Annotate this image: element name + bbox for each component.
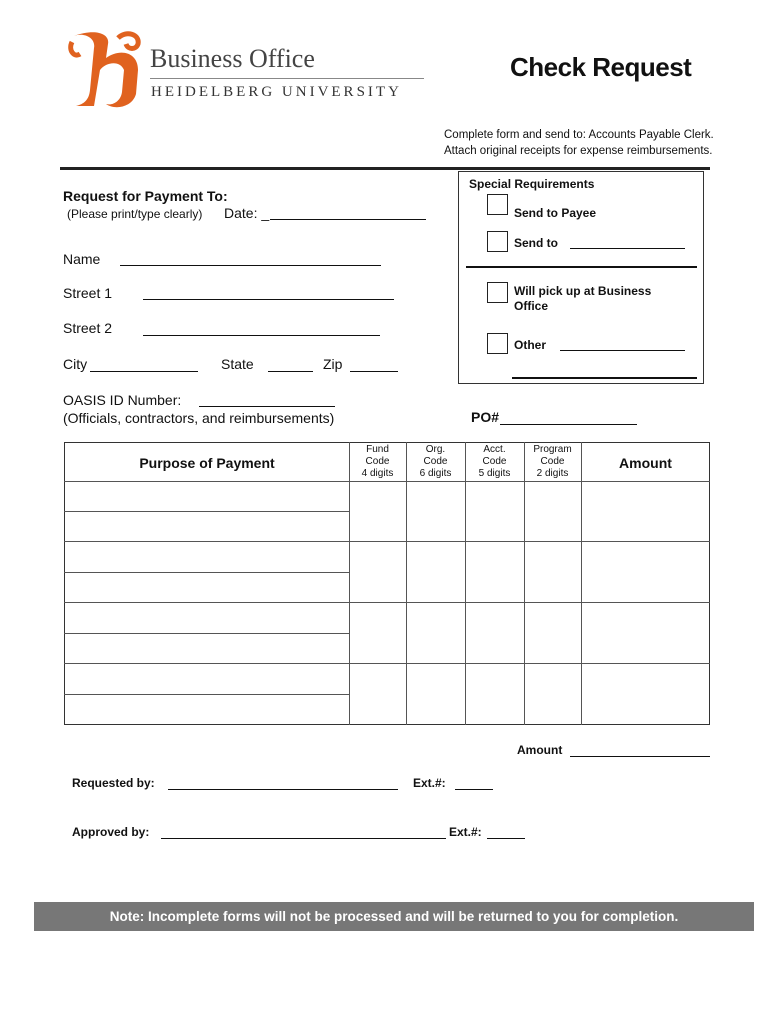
street1-field[interactable] <box>143 299 394 300</box>
brand-subtitle: HEIDELBERG UNIVERSITY <box>151 84 402 100</box>
name-field[interactable] <box>120 265 381 266</box>
send-to-payee-label: Send to Payee <box>514 206 597 220</box>
incomplete-forms-note: Note: Incomplete forms will not be processed and will be returned to you for completion. <box>34 902 754 931</box>
header-divider <box>60 167 710 170</box>
brand-divider <box>150 78 424 79</box>
oasis-field[interactable] <box>199 406 335 407</box>
program-header: Program Code 2 digits <box>533 444 572 479</box>
requested-by-label: Requested by: <box>72 776 155 790</box>
table-row <box>64 633 350 634</box>
pick-up-label-1: Will pick up at Business <box>514 284 652 298</box>
purpose-header: Purpose of Payment <box>139 455 275 471</box>
amount-total-label: Amount <box>517 743 563 757</box>
zip-field[interactable] <box>350 371 398 372</box>
special-divider <box>466 266 697 268</box>
other-field[interactable] <box>560 350 685 351</box>
pick-up-checkbox[interactable] <box>487 282 508 303</box>
street2-label: Street 2 <box>63 320 113 336</box>
street1-label: Street 1 <box>63 285 113 301</box>
page-title: Check Request <box>510 52 692 82</box>
col-divider-3 <box>465 442 466 725</box>
instruction-line-1: Complete form and send to: Accounts Payable Clerk. <box>444 129 714 141</box>
table-row <box>64 541 710 542</box>
send-to-checkbox[interactable] <box>487 231 508 252</box>
send-to-field[interactable] <box>570 248 685 249</box>
ext-field-2[interactable] <box>487 838 525 839</box>
ext-field-1[interactable] <box>455 789 493 790</box>
ext-label-1: Ext.#: <box>413 776 446 790</box>
brand-title: Business Office <box>150 44 315 73</box>
send-to-label: Send to <box>514 236 558 250</box>
other-checkbox[interactable] <box>487 333 508 354</box>
table-row <box>64 511 350 512</box>
payment-table <box>64 442 710 725</box>
col-divider-4 <box>524 442 525 725</box>
amount-header: Amount <box>619 455 672 471</box>
table-row <box>64 694 350 695</box>
acct-header: Acct. Code 5 digits <box>478 444 511 479</box>
date-label: Date: _ <box>224 205 270 221</box>
approved-by-field[interactable] <box>161 838 446 839</box>
pick-up-label-2: Office <box>514 299 549 313</box>
street2-field[interactable] <box>143 335 380 336</box>
name-label: Name <box>63 251 101 267</box>
payee-note: (Please print/type clearly) <box>67 207 203 221</box>
table-row <box>64 572 350 573</box>
zip-label: Zip <box>323 356 343 372</box>
oasis-note: (Officials, contractors, and reimbursements) <box>63 410 335 426</box>
other-label: Other <box>514 338 547 352</box>
col-divider-5 <box>581 442 582 725</box>
table-row <box>64 602 710 603</box>
heidelberg-h-logo-icon <box>66 30 144 112</box>
other-field-2[interactable] <box>512 377 697 379</box>
approved-by-label: Approved by: <box>72 825 150 839</box>
special-heading: Special Requirements <box>469 177 595 191</box>
col-divider-2 <box>406 442 407 725</box>
fund-header: Fund Code 4 digits <box>361 444 394 479</box>
city-field[interactable] <box>90 371 198 372</box>
table-header-divider <box>64 481 710 482</box>
city-label: City <box>63 356 88 372</box>
date-field[interactable] <box>270 219 426 220</box>
requested-by-field[interactable] <box>168 789 398 790</box>
oasis-label: OASIS ID Number: <box>63 392 182 408</box>
col-divider-1 <box>349 442 350 725</box>
amount-total-field[interactable] <box>570 756 710 757</box>
org-header: Org. Code 6 digits <box>419 444 452 479</box>
instruction-line-2: Attach original receipts for expense reimbursements. <box>444 145 713 157</box>
state-field[interactable] <box>268 371 313 372</box>
po-field[interactable] <box>500 424 637 425</box>
state-label: State <box>221 356 254 372</box>
send-to-payee-checkbox[interactable] <box>487 194 508 215</box>
po-label: PO# <box>471 409 500 425</box>
payee-heading: Request for Payment To: <box>63 188 228 204</box>
table-row <box>64 663 710 664</box>
ext-label-2: Ext.#: <box>449 825 482 839</box>
